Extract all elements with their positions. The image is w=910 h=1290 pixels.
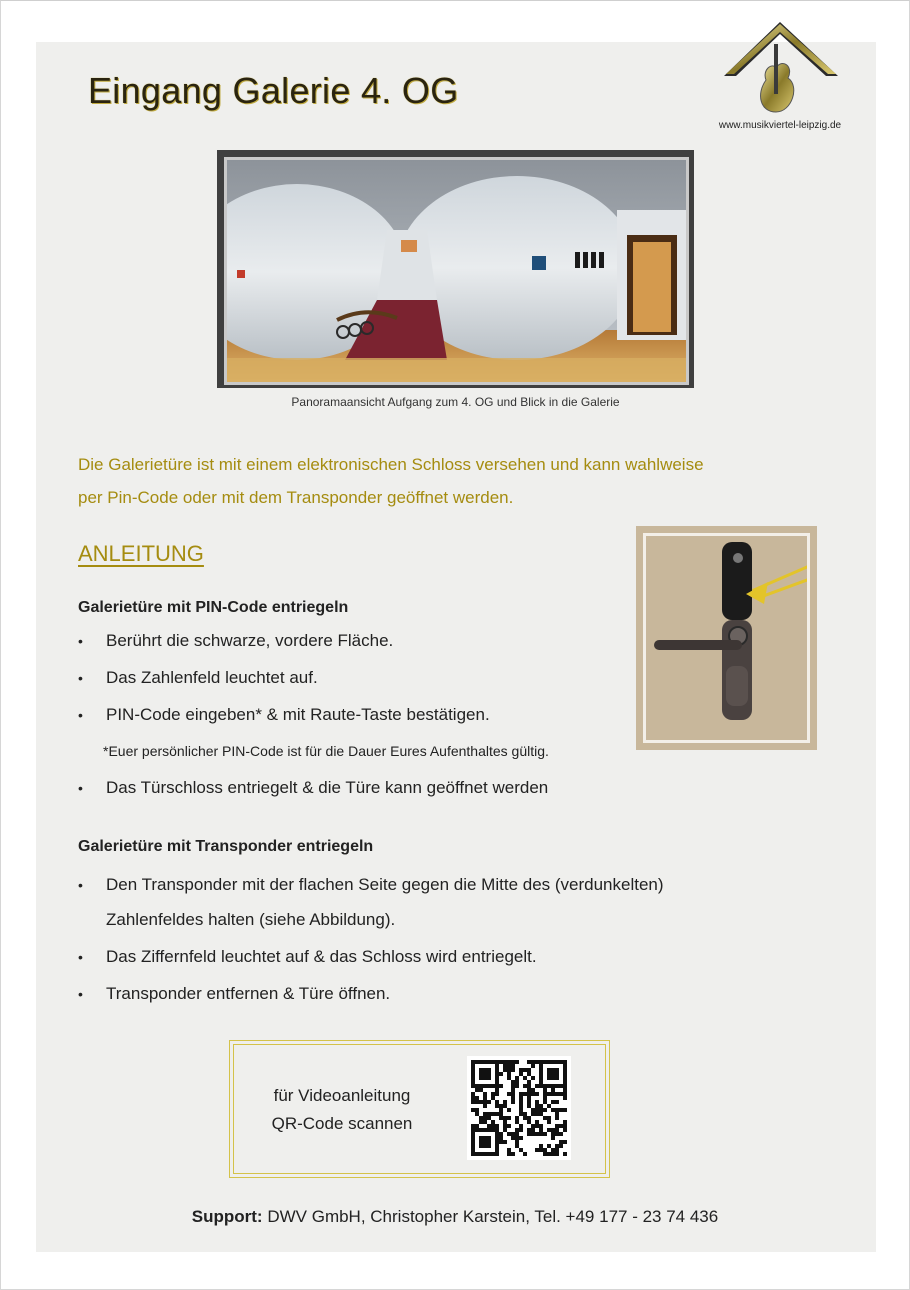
bullet-marker: • [78, 877, 83, 893]
pin-section-title: Galerietüre mit PIN-Code entriegeln [78, 599, 349, 616]
transponder-step-1 [78, 875, 664, 895]
pin-step-2 [78, 668, 318, 688]
bullet-marker: • [78, 707, 83, 723]
panorama-image [217, 150, 694, 388]
door-lock-image [636, 526, 817, 750]
qr-code-icon[interactable] [467, 1056, 571, 1160]
transponder-step-3 [78, 984, 390, 1004]
panorama-caption: Panoramaansicht Aufgang zum 4. OG und Blick in die Galerie [291, 395, 620, 409]
transponder-step-1-cont: Zahlenfeldes halten (siehe Abbildung). [106, 910, 396, 929]
bullet-marker: • [78, 780, 83, 796]
support-line [0, 1207, 910, 1227]
logo-url: www.musikviertel-leipzig.de [718, 120, 842, 131]
bullet-marker: • [78, 949, 83, 965]
intro-line-1: Die Galerietüre ist mit einem elektronischen Schloss versehen und kann wahlweise [78, 455, 704, 474]
transponder-section-title: Galerietüre mit Transponder entriegeln [78, 838, 374, 855]
qr-line-2: QR-Code scannen [271, 1114, 413, 1133]
pin-step-1-text: Berührt die schwarze, vordere Fläche. [106, 631, 394, 650]
pin-step-3-text: PIN-Code eingeben* & mit Raute-Taste bestätigen. [106, 705, 490, 724]
logo-icon [712, 20, 852, 120]
transponder-step-2 [78, 947, 537, 967]
transponder-step-1-text: Den Transponder mit der flachen Seite gegen die Mitte des (verdunkelten) [106, 875, 664, 894]
page-title: Eingang Galerie 4. OG [88, 70, 459, 111]
bullet-marker: • [78, 633, 83, 649]
pin-step-2-text: Das Zahlenfeld leuchtet auf. [106, 668, 318, 687]
support-label: Support: [191, 1207, 263, 1226]
pin-note: *Euer persönlicher PIN-Code ist für die Dauer Eures Aufenthaltes gültig. [103, 743, 549, 759]
qr-line-1: für Videoanleitung [273, 1086, 411, 1105]
bullet-marker: • [78, 986, 83, 1002]
intro-line-2: per Pin-Code oder mit dem Transponder geöffnet werden. [78, 488, 514, 507]
pin-step-4-text: Das Türschloss entriegelt & die Türe kann geöffnet werden [106, 778, 549, 797]
qr-instruction [258, 1082, 426, 1138]
pin-step-3 [78, 705, 490, 725]
bullet-marker: • [78, 670, 83, 686]
pin-step-4 [78, 778, 548, 798]
support-text: DWV GmbH, Christopher Karstein, Tel. +49 177 - 23 74 436 [262, 1207, 719, 1226]
pin-step-1 [78, 631, 393, 651]
intro-text [78, 448, 798, 514]
transponder-step-3-text: Transponder entfernen & Türe öffnen. [106, 984, 391, 1003]
section-heading: ANLEITUNG [78, 541, 204, 566]
transponder-step-2-text: Das Ziffernfeld leuchtet auf & das Schloss wird entriegelt. [106, 947, 537, 966]
